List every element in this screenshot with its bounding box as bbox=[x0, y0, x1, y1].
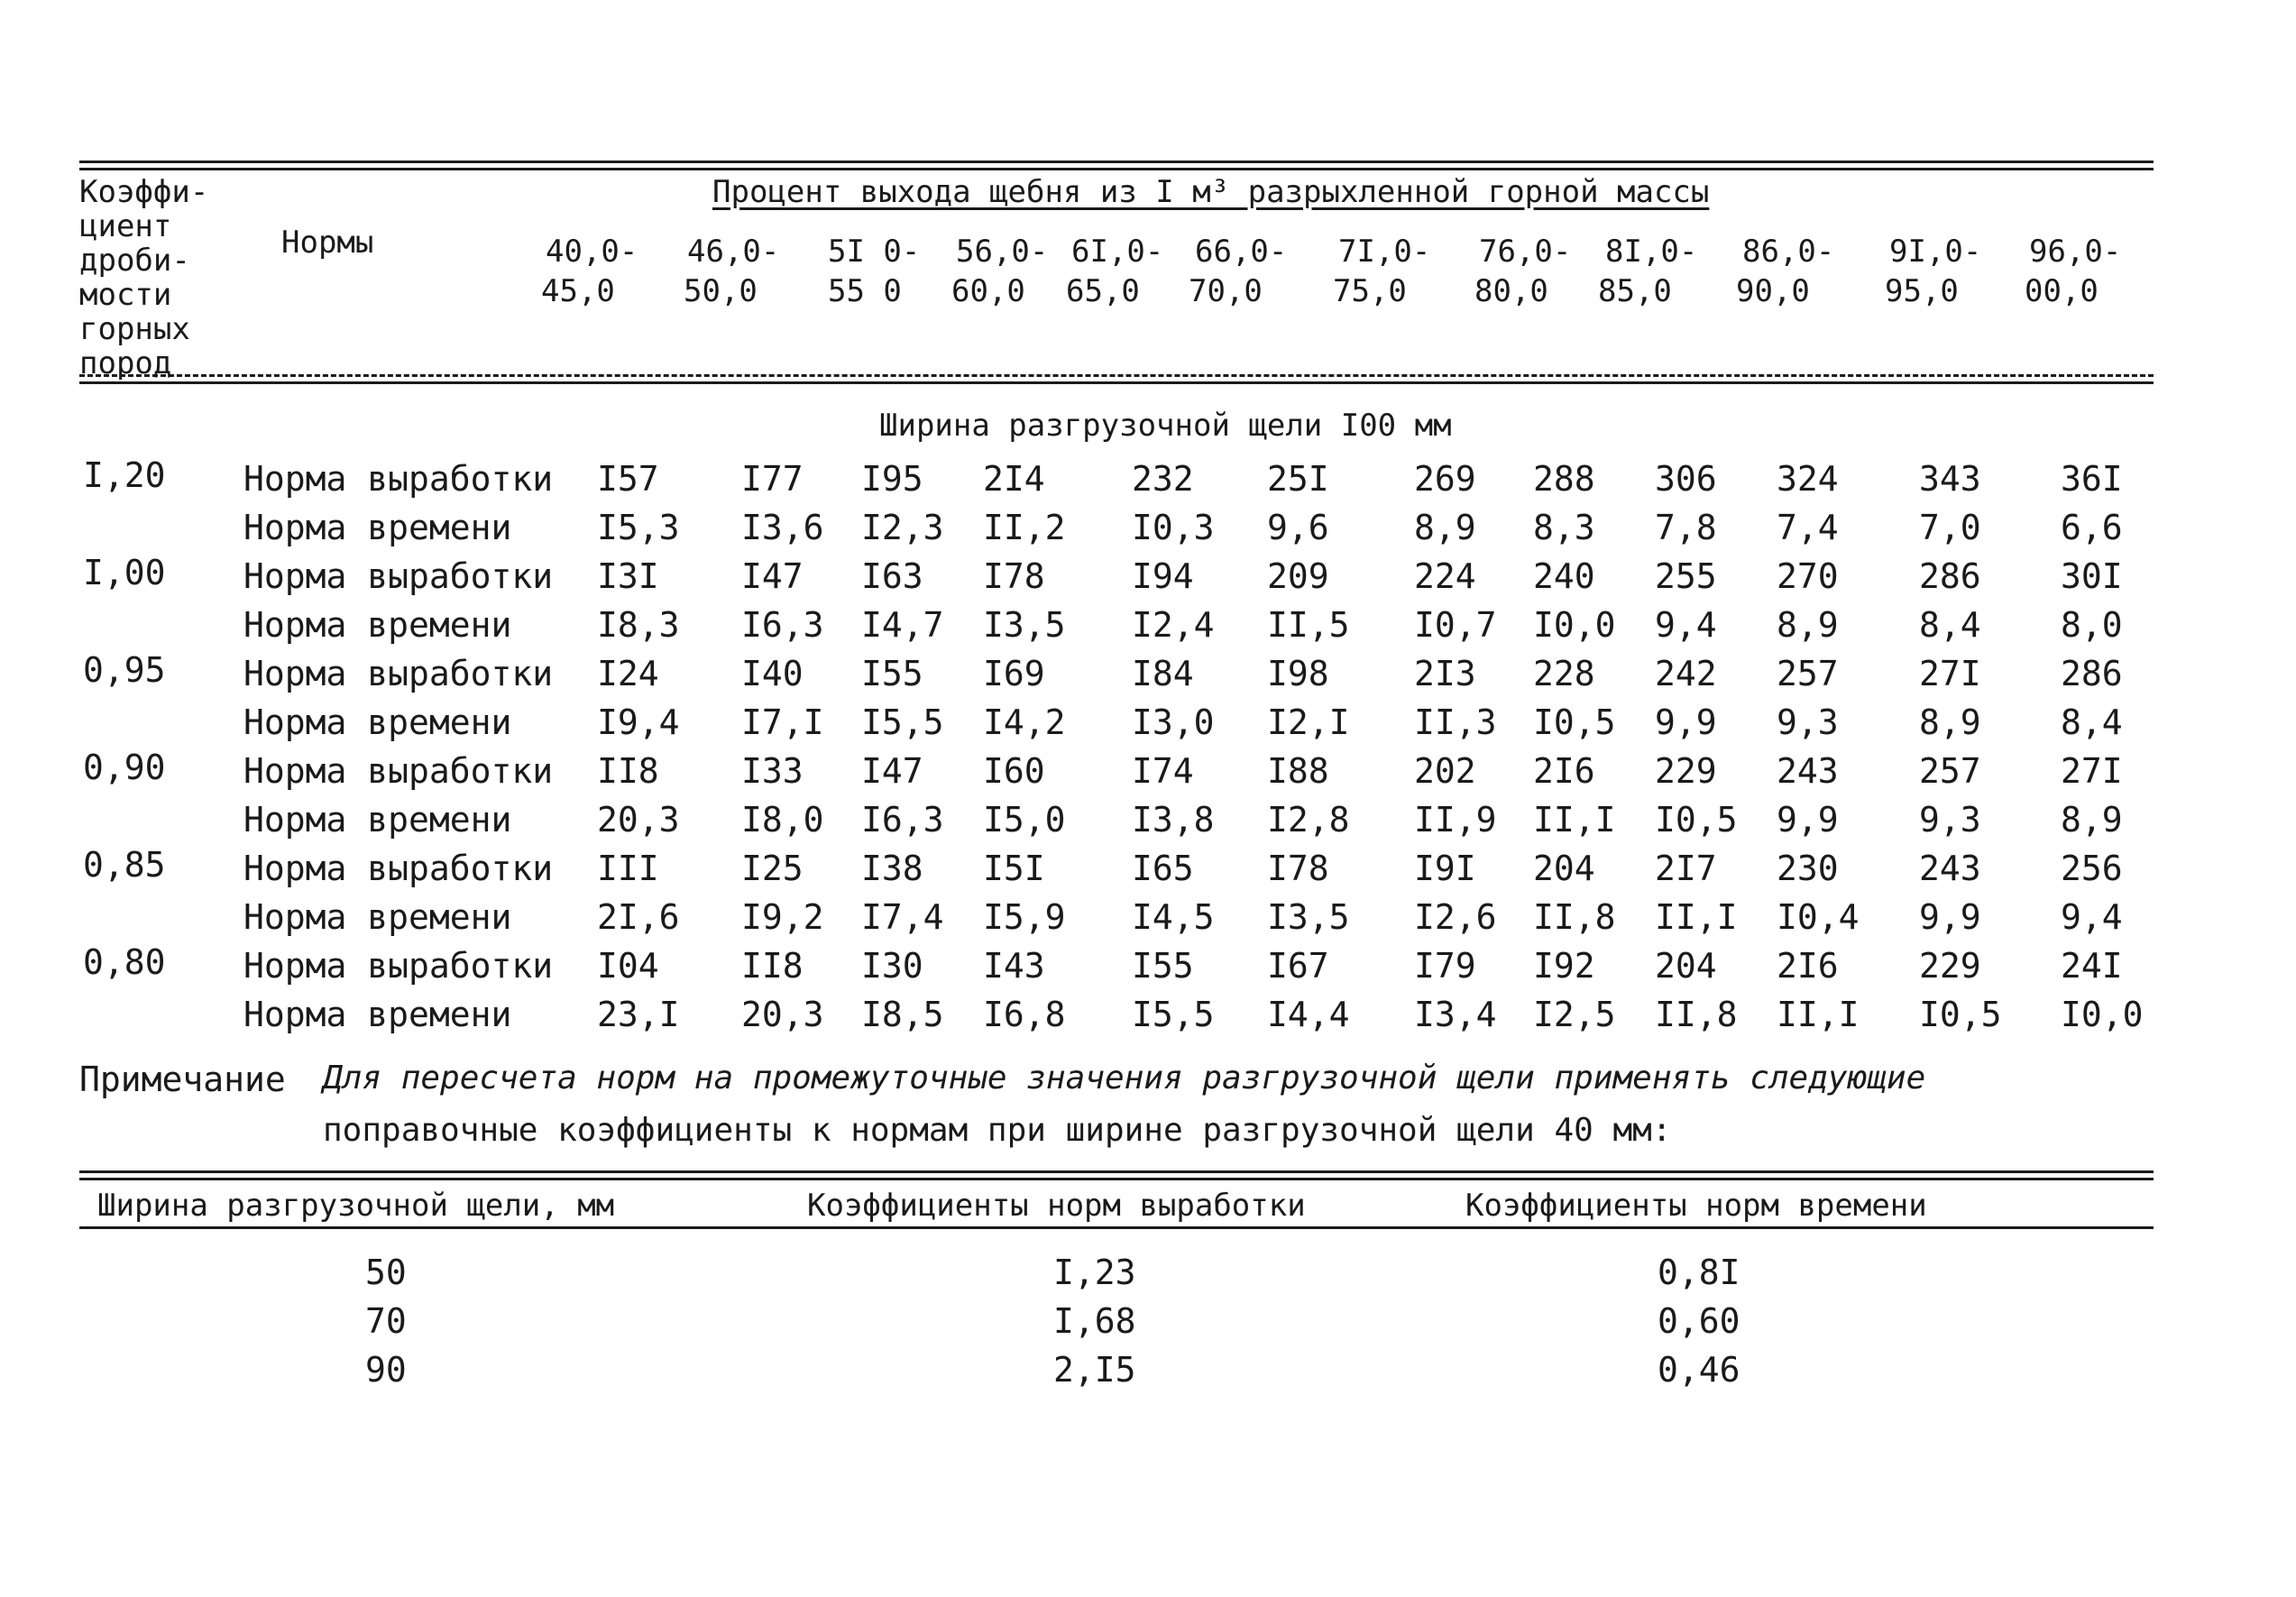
cell-value: I57 bbox=[597, 459, 659, 499]
row-label: Норма выработки bbox=[243, 654, 554, 693]
cell-value: I5,5 bbox=[861, 702, 944, 742]
cell-value: II8 bbox=[741, 946, 804, 986]
cell-value: 20,3 bbox=[597, 800, 680, 840]
cell-value: 286 bbox=[2061, 654, 2123, 693]
coef-row-time: 0,60 bbox=[1658, 1301, 1740, 1341]
cell-value: 306 bbox=[1655, 459, 1717, 499]
cell-value: I78 bbox=[983, 556, 1045, 596]
cell-value: 2I,6 bbox=[597, 897, 680, 937]
col1-header-line: Коэффи- bbox=[79, 174, 209, 210]
cell-value: I25 bbox=[741, 849, 804, 888]
cell-value: 6,6 bbox=[2061, 508, 2123, 547]
cell-value: I84 bbox=[1132, 654, 1194, 693]
coef-row-output: I,68 bbox=[1053, 1301, 1136, 1341]
cell-value: I9,2 bbox=[741, 897, 824, 937]
range-header-bottom: 70,0 bbox=[1189, 273, 1263, 309]
cell-value: I2,4 bbox=[1132, 605, 1215, 645]
coef-table-header: Коэффициенты норм времени bbox=[1465, 1188, 1927, 1224]
col1-header-line: пород bbox=[79, 345, 172, 381]
range-header-bottom: 00,0 bbox=[2025, 273, 2099, 309]
cell-value: I0,0 bbox=[1533, 605, 1616, 645]
row-label: Норма выработки bbox=[243, 946, 554, 986]
cell-value: I43 bbox=[983, 946, 1045, 986]
coef-table-top-rule bbox=[79, 1170, 2154, 1173]
cell-value: 228 bbox=[1533, 654, 1595, 693]
row-label: Норма времени bbox=[243, 702, 512, 742]
coef-row-time: 0,8I bbox=[1658, 1253, 1740, 1292]
cell-value: 343 bbox=[1919, 459, 1981, 499]
range-header-top: 8I,0- bbox=[1605, 234, 1698, 270]
range-header-top: 9I,0- bbox=[1889, 234, 1982, 270]
range-header-top: 86,0- bbox=[1742, 234, 1835, 270]
cell-value: III bbox=[597, 849, 659, 888]
range-header-top: 40,0- bbox=[546, 234, 638, 270]
cell-value: II8 bbox=[597, 751, 659, 791]
cell-value: II,I bbox=[1655, 897, 1738, 937]
cell-value: I5I bbox=[983, 849, 1045, 888]
cell-value: I4,4 bbox=[1267, 995, 1350, 1034]
table-top-rule bbox=[79, 161, 2154, 163]
cell-value: I0,5 bbox=[1919, 995, 2002, 1034]
cell-value: I2,8 bbox=[1267, 800, 1350, 840]
coef-table-header: Коэффициенты норм выработки bbox=[807, 1188, 1306, 1224]
cell-value: I5,3 bbox=[597, 508, 680, 547]
cell-value: I3I bbox=[597, 556, 659, 596]
cell-value: 243 bbox=[1777, 751, 1839, 791]
table-top-rule-2 bbox=[79, 168, 2154, 170]
cell-value: I67 bbox=[1267, 946, 1329, 986]
coef-table-header-rule bbox=[79, 1226, 2154, 1229]
cell-value: I0,0 bbox=[2061, 995, 2144, 1034]
cell-value: 8,4 bbox=[2061, 702, 2123, 742]
cell-value: I6,3 bbox=[861, 800, 944, 840]
cell-value: I7,I bbox=[741, 702, 824, 742]
cell-value: I60 bbox=[983, 751, 1045, 791]
coef-table-header: Ширина разгрузочной щели, мм bbox=[97, 1188, 615, 1224]
coef-value: 0,80 bbox=[83, 942, 166, 982]
cell-value: 269 bbox=[1414, 459, 1476, 499]
cell-value: II,5 bbox=[1267, 605, 1350, 645]
cell-value: 257 bbox=[1777, 654, 1839, 693]
cell-value: I94 bbox=[1132, 556, 1194, 596]
cell-value: 202 bbox=[1414, 751, 1476, 791]
cell-value: I38 bbox=[861, 849, 923, 888]
cell-value: 8,3 bbox=[1533, 508, 1595, 547]
cell-value: 20,3 bbox=[741, 995, 824, 1034]
row-label: Норма выработки bbox=[243, 849, 554, 888]
cell-value: I04 bbox=[597, 946, 659, 986]
range-header-top: 6I,0- bbox=[1071, 234, 1164, 270]
cell-value: I3,8 bbox=[1132, 800, 1215, 840]
row-label: Норма времени bbox=[243, 897, 512, 937]
cell-value: I5,9 bbox=[983, 897, 1066, 937]
header-bottom-rule-2 bbox=[79, 381, 2154, 384]
cell-value: 9,9 bbox=[1919, 897, 1981, 937]
range-header-top: 76,0- bbox=[1479, 234, 1572, 270]
range-header-bottom: 90,0 bbox=[1736, 273, 1810, 309]
coef-row-time: 0,46 bbox=[1658, 1350, 1740, 1390]
cell-value: 27I bbox=[1919, 654, 1981, 693]
coef-value: 0,85 bbox=[83, 845, 166, 885]
cell-value: I47 bbox=[741, 556, 804, 596]
cell-value: I3,4 bbox=[1414, 995, 1497, 1034]
col1-header-line: горных bbox=[79, 311, 190, 347]
cell-value: I55 bbox=[1132, 946, 1194, 986]
cell-value: 204 bbox=[1655, 946, 1717, 986]
col1-header-line: циент bbox=[79, 208, 172, 244]
cell-value: I78 bbox=[1267, 849, 1329, 888]
cell-value: I69 bbox=[983, 654, 1045, 693]
cell-value: 240 bbox=[1533, 556, 1595, 596]
row-label: Норма времени bbox=[243, 995, 512, 1034]
cell-value: 229 bbox=[1919, 946, 1981, 986]
cell-value: 286 bbox=[1919, 556, 1981, 596]
cell-value: 9,3 bbox=[1777, 702, 1839, 742]
col1-header-line: дроби- bbox=[79, 243, 190, 279]
table-subheader: Ширина разгрузочной щели I00 мм bbox=[879, 408, 1452, 444]
cell-value: I2,6 bbox=[1414, 897, 1497, 937]
cell-value: 36I bbox=[2061, 459, 2123, 499]
col2-header: Нормы bbox=[281, 225, 374, 261]
row-label: Норма времени bbox=[243, 605, 512, 645]
col1-header-line: мости bbox=[79, 277, 172, 313]
header-bottom-rule bbox=[79, 374, 2154, 377]
cell-value: 230 bbox=[1777, 849, 1839, 888]
cell-value: I40 bbox=[741, 654, 804, 693]
cell-value: 229 bbox=[1655, 751, 1717, 791]
cell-value: I33 bbox=[741, 751, 804, 791]
cell-value: I98 bbox=[1267, 654, 1329, 693]
range-header-top: 5I 0- bbox=[828, 234, 921, 270]
cell-value: I0,3 bbox=[1132, 508, 1215, 547]
cell-value: I55 bbox=[861, 654, 923, 693]
cell-value: 8,9 bbox=[1777, 605, 1839, 645]
cell-value: 27I bbox=[2061, 751, 2123, 791]
cell-value: 2I6 bbox=[1533, 751, 1595, 791]
range-header-bottom: 45,0 bbox=[541, 273, 615, 309]
cell-value: 204 bbox=[1533, 849, 1595, 888]
cell-value: 270 bbox=[1777, 556, 1839, 596]
cell-value: I4,2 bbox=[983, 702, 1066, 742]
cell-value: 8,9 bbox=[1919, 702, 1981, 742]
coef-value: 0,95 bbox=[83, 650, 166, 690]
row-label: Норма выработки bbox=[243, 751, 554, 791]
cell-value: I3,0 bbox=[1132, 702, 1215, 742]
coef-row-output: I,23 bbox=[1053, 1253, 1136, 1292]
cell-value: 209 bbox=[1267, 556, 1329, 596]
cell-value: 2I4 bbox=[983, 459, 1045, 499]
coef-value: 0,90 bbox=[83, 748, 166, 787]
range-header-top: 66,0- bbox=[1195, 234, 1288, 270]
range-header-top: 46,0- bbox=[687, 234, 780, 270]
cell-value: I77 bbox=[741, 459, 804, 499]
cell-value: II,I bbox=[1533, 800, 1616, 840]
coef-table-top-rule-2 bbox=[79, 1178, 2154, 1180]
cell-value: I63 bbox=[861, 556, 923, 596]
range-header-bottom: 65,0 bbox=[1066, 273, 1140, 309]
row-label: Норма выработки bbox=[243, 556, 554, 596]
range-header-bottom: 55 0 bbox=[828, 273, 902, 309]
cell-value: I8,0 bbox=[741, 800, 824, 840]
cell-value: 7,4 bbox=[1777, 508, 1839, 547]
cell-value: 243 bbox=[1919, 849, 1981, 888]
cell-value: I0,5 bbox=[1533, 702, 1616, 742]
cell-value: 255 bbox=[1655, 556, 1717, 596]
cell-value: I4,7 bbox=[861, 605, 944, 645]
cell-value: 257 bbox=[1919, 751, 1981, 791]
cell-value: I9I bbox=[1414, 849, 1476, 888]
cell-value: I0,7 bbox=[1414, 605, 1497, 645]
cell-value: I24 bbox=[597, 654, 659, 693]
coef-row-width: 70 bbox=[365, 1301, 407, 1341]
cell-value: 8,4 bbox=[1919, 605, 1981, 645]
cell-value: I7,4 bbox=[861, 897, 944, 937]
range-header-bottom: 95,0 bbox=[1885, 273, 1959, 309]
cell-value: II,9 bbox=[1414, 800, 1497, 840]
cell-value: 8,9 bbox=[1414, 508, 1476, 547]
cell-value: I6,3 bbox=[741, 605, 824, 645]
cell-value: 2I7 bbox=[1655, 849, 1717, 888]
cell-value: 7,0 bbox=[1919, 508, 1981, 547]
cell-value: 288 bbox=[1533, 459, 1595, 499]
coef-row-width: 90 bbox=[365, 1350, 407, 1390]
cell-value: I3,5 bbox=[983, 605, 1066, 645]
range-header-bottom: 80,0 bbox=[1474, 273, 1548, 309]
note-label: Примечание bbox=[79, 1060, 286, 1099]
coef-row-output: 2,I5 bbox=[1053, 1350, 1136, 1390]
cell-value: 232 bbox=[1132, 459, 1194, 499]
range-header-top: 96,0- bbox=[2029, 234, 2122, 270]
range-header-bottom: 50,0 bbox=[684, 273, 758, 309]
cell-value: I79 bbox=[1414, 946, 1476, 986]
cell-value: 9,9 bbox=[1655, 702, 1717, 742]
cell-value: II,8 bbox=[1533, 897, 1616, 937]
cell-value: 9,4 bbox=[1655, 605, 1717, 645]
cell-value: I2,I bbox=[1267, 702, 1350, 742]
row-label: Норма времени bbox=[243, 800, 512, 840]
note-line-1: Для пересчета норм на промежуточные значения разгрузочной щели применять следующие bbox=[323, 1060, 1926, 1097]
range-header-bottom: 60,0 bbox=[951, 273, 1025, 309]
cell-value: 9,9 bbox=[1777, 800, 1839, 840]
cell-value: 9,4 bbox=[2061, 897, 2123, 937]
cell-value: I74 bbox=[1132, 751, 1194, 791]
cell-value: 8,9 bbox=[2061, 800, 2123, 840]
cell-value: 25I bbox=[1267, 459, 1329, 499]
cell-value: 7,8 bbox=[1655, 508, 1717, 547]
cell-value: 324 bbox=[1777, 459, 1839, 499]
cell-value: I5,5 bbox=[1132, 995, 1215, 1034]
cell-value: I47 bbox=[861, 751, 923, 791]
cell-value: I2,3 bbox=[861, 508, 944, 547]
cell-value: II,I bbox=[1777, 995, 1860, 1034]
cell-value: I9,4 bbox=[597, 702, 680, 742]
cell-value: I8,3 bbox=[597, 605, 680, 645]
cell-value: I30 bbox=[861, 946, 923, 986]
cell-value: 2I3 bbox=[1414, 654, 1476, 693]
cell-value: I95 bbox=[861, 459, 923, 499]
cell-value: I0,5 bbox=[1655, 800, 1738, 840]
cell-value: I3,6 bbox=[741, 508, 824, 547]
cell-value: 2I6 bbox=[1777, 946, 1839, 986]
cell-value: I0,4 bbox=[1777, 897, 1860, 937]
cell-value: I92 bbox=[1533, 946, 1595, 986]
row-label: Норма времени bbox=[243, 508, 512, 547]
range-header-bottom: 75,0 bbox=[1333, 273, 1407, 309]
cell-value: 224 bbox=[1414, 556, 1476, 596]
coef-value: I,20 bbox=[83, 455, 166, 495]
row-label: Норма выработки bbox=[243, 459, 554, 499]
coef-row-width: 50 bbox=[365, 1253, 407, 1292]
cell-value: I8,5 bbox=[861, 995, 944, 1034]
cell-value: 30I bbox=[2061, 556, 2123, 596]
cell-value: I5,0 bbox=[983, 800, 1066, 840]
cell-value: I65 bbox=[1132, 849, 1194, 888]
note-line-2: поправочные коэффициенты к нормам при ширине разгрузочной щели 40 мм: bbox=[323, 1112, 1672, 1149]
cell-value: 242 bbox=[1655, 654, 1717, 693]
cell-value: I2,5 bbox=[1533, 995, 1616, 1034]
cell-value: I4,5 bbox=[1132, 897, 1215, 937]
cell-value: II,8 bbox=[1655, 995, 1738, 1034]
cell-value: II,2 bbox=[983, 508, 1066, 547]
range-header-top: 56,0- bbox=[956, 234, 1049, 270]
group-header: Процент выхода щебня из I м³ разрыхленной горной массы bbox=[712, 174, 1710, 210]
cell-value: 24I bbox=[2061, 946, 2123, 986]
cell-value: II,3 bbox=[1414, 702, 1497, 742]
range-header-top: 7I,0- bbox=[1338, 234, 1431, 270]
cell-value: 23,I bbox=[597, 995, 680, 1034]
coef-value: I,00 bbox=[83, 553, 166, 592]
cell-value: I88 bbox=[1267, 751, 1329, 791]
cell-value: I6,8 bbox=[983, 995, 1066, 1034]
cell-value: I3,5 bbox=[1267, 897, 1350, 937]
cell-value: 9,3 bbox=[1919, 800, 1981, 840]
cell-value: 9,6 bbox=[1267, 508, 1329, 547]
cell-value: 256 bbox=[2061, 849, 2123, 888]
cell-value: 8,0 bbox=[2061, 605, 2123, 645]
range-header-bottom: 85,0 bbox=[1598, 273, 1672, 309]
